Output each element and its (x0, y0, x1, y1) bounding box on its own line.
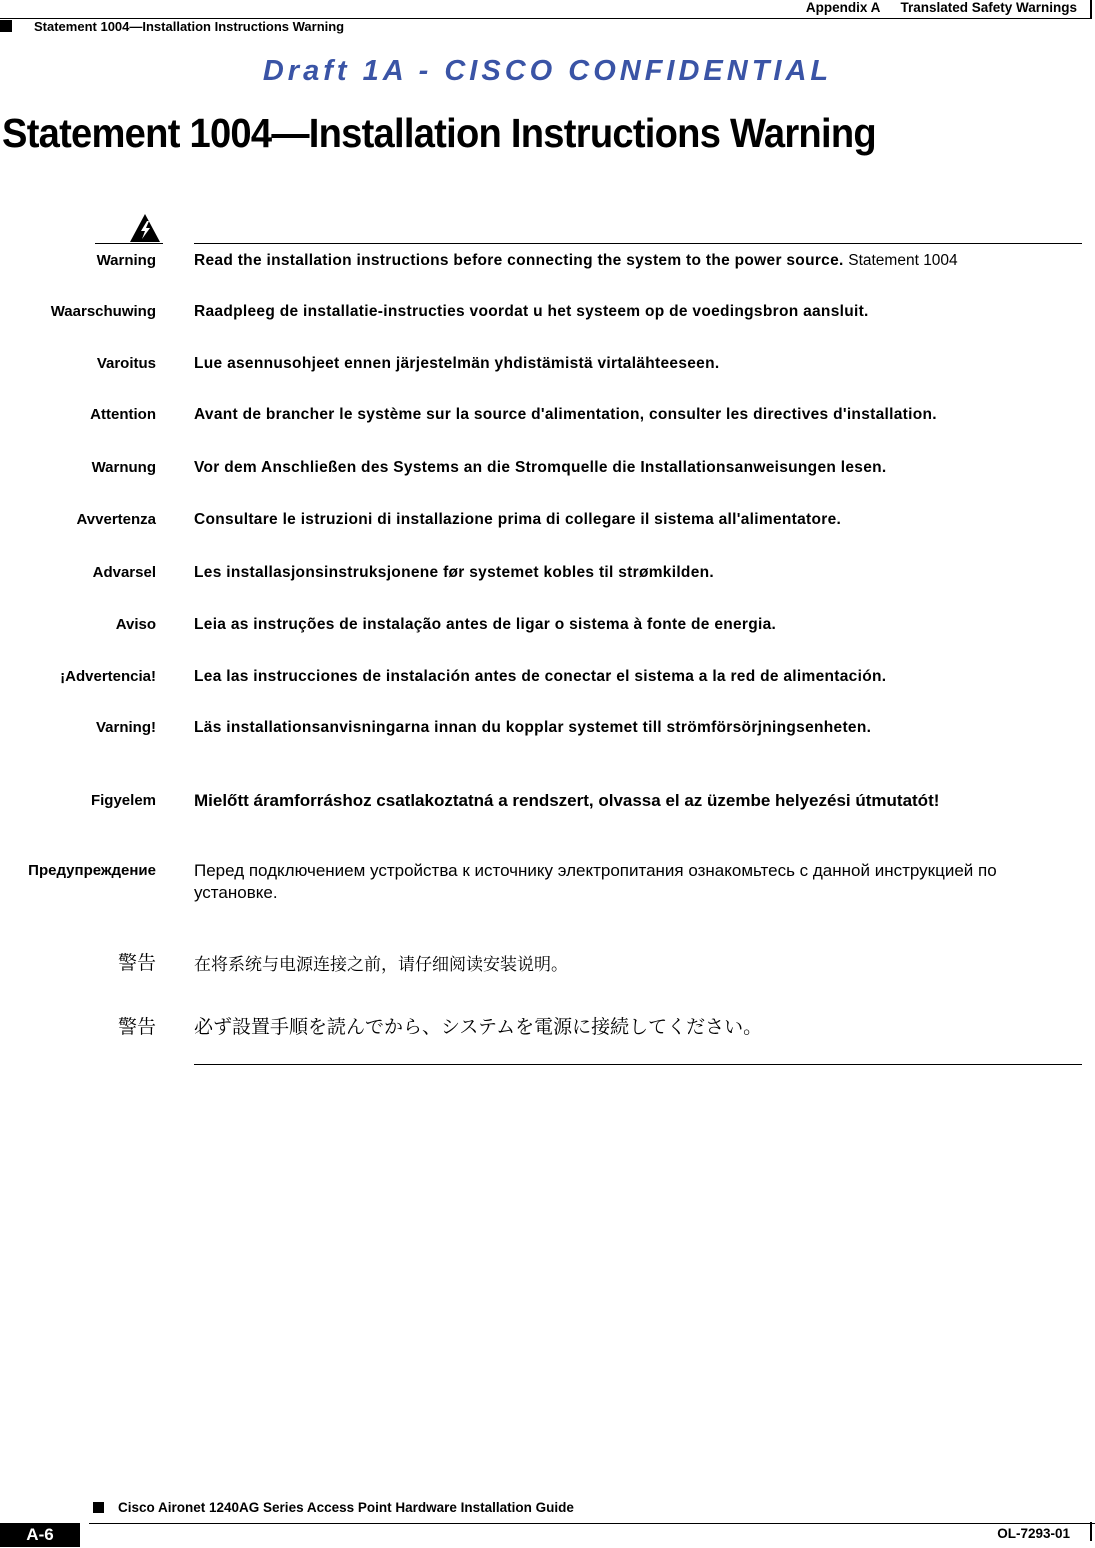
warning-text-dutch: Raadpleeg de installatie-instructies voordat u het systeem op de voedingsbron aansluit. (194, 303, 869, 320)
warning-text-norwegian: Les installasjonsinstruksjonene før systemet kobles til strømkilden. (194, 564, 714, 581)
warning-text-spanish: Lea las instrucciones de instalación antes de conectar el sistema a la red de alimentación. (194, 668, 887, 685)
warning-label-chinese: 警告 (117, 953, 156, 974)
running-header-right (806, 0, 1077, 15)
footer-marker (93, 1502, 104, 1513)
warning-text-japanese: 必ず設置手順を読んでから、システムを電源に接続してください。 (194, 1017, 763, 1038)
page-title: Statement 1004—Installation Instructions Warning (2, 110, 876, 156)
page-number: A-6 (0, 1523, 80, 1547)
warning-label-dutch: Waarschuwing (50, 303, 156, 320)
warning-label-portuguese: Aviso (115, 616, 156, 633)
header-section: Translated Safety Warnings (900, 0, 1077, 15)
text-rule-bottom (194, 1064, 1082, 1065)
draft-watermark: Draft 1A - CISCO CONFIDENTIAL (262, 55, 833, 87)
header-appendix: Appendix A (805, 0, 881, 15)
footer-tick (1090, 1522, 1092, 1541)
warning-text-italian: Consultare le istruzioni di installazione prima di collegare il sistema all'alimentatore. (194, 511, 842, 528)
warning-label-french: Attention (90, 406, 156, 423)
warning-label-japanese: 警告 (117, 1017, 156, 1038)
warning-label-norwegian: Advarsel (92, 564, 156, 581)
warning-text-finnish: Lue asennusohjeet ennen järjestelmän yhdistämistä virtalähteeseen. (194, 355, 720, 372)
label-rule (95, 243, 163, 244)
warning-label-finnish: Varoitus (96, 355, 156, 372)
header-tick (1090, 0, 1092, 19)
header-marker (0, 20, 12, 32)
footer-rule (89, 1523, 1095, 1524)
warning-text-swedish: Läs installationsanvisningarna innan du kopplar systemet till strömförsörjningsenheten. (194, 719, 872, 736)
warning-label-swedish: Varning! (95, 719, 156, 736)
warning-label-spanish: ¡Advertencia! (60, 668, 156, 685)
warning-label-german: Warnung (91, 459, 156, 476)
header-statement: Statement 1004—Installation Instructions Warning (34, 19, 345, 34)
statement-number: Statement 1004 (848, 252, 958, 269)
footer-doc-number: OL-7293-01 (997, 1526, 1070, 1541)
warning-text-french: Avant de brancher le système sur la source d'alimentation, consulter les directives d'installation. (194, 406, 937, 423)
warning-triangle-icon (128, 212, 162, 244)
warning-text-hungarian: Mielőtt áramforráshoz csatlakoztatná a rendszert, olvassa el az üzembe helyezési útmutatót! (194, 791, 940, 810)
warning-label-italian: Avvertenza (76, 511, 156, 528)
warning-text-english: Read the installation instructions before connecting the system to the power source. Statement 1004 (194, 252, 958, 269)
warning-text-chinese: 在将系统与电源连接之前，请仔细阅读安装说明。 (194, 955, 568, 974)
warning-label-russian: Предупреждение (28, 862, 156, 879)
footer-book-title: Cisco Aironet 1240AG Series Access Point Hardware Installation Guide (118, 1500, 574, 1515)
warning-label-hungarian: Figyelem (90, 792, 156, 809)
warning-text-portuguese: Leia as instruções de instalação antes de ligar o sistema à fonte de energia. (194, 616, 777, 633)
warning-text-german: Vor dem Anschließen des Systems an die Stromquelle die Installationsanweisungen lesen. (194, 459, 887, 476)
warning-label-english: Warning (96, 252, 156, 269)
warning-text-russian: Перед подключением устройства к источнику электропитания ознакомьтесь с данной инструкцией по установке. (194, 861, 997, 902)
text-rule-top (194, 243, 1082, 244)
